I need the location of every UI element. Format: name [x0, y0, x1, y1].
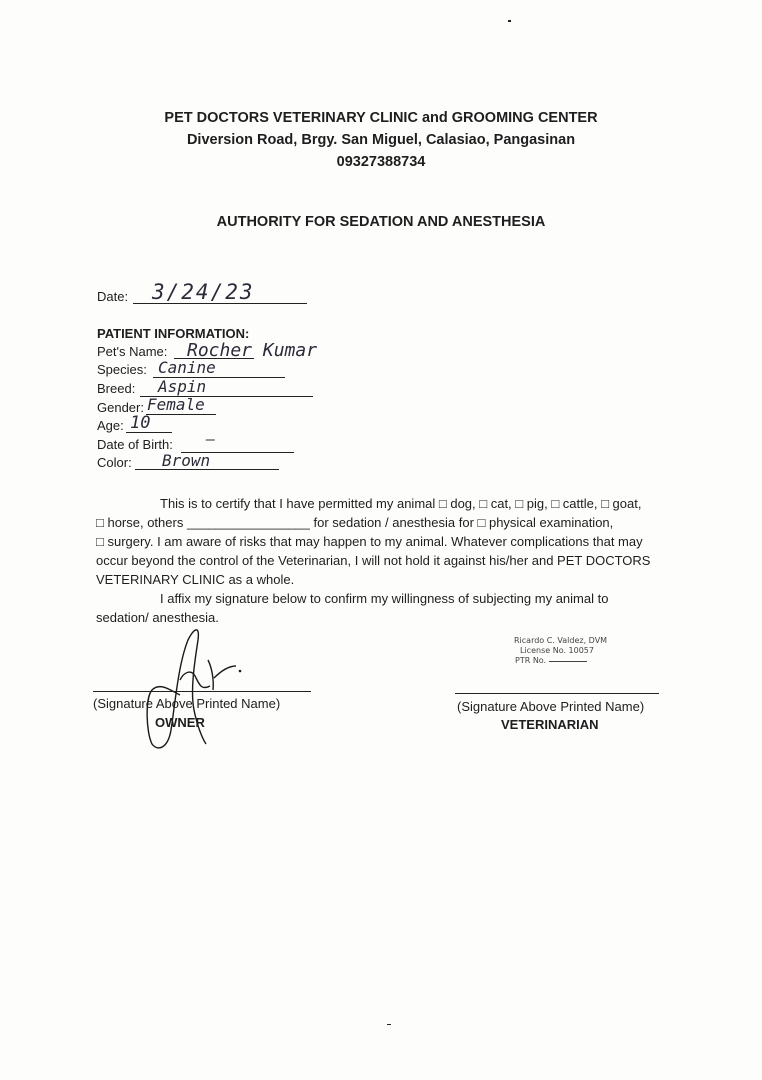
date-value: 3/24/23 [152, 280, 255, 304]
breed-label: Breed: [97, 381, 136, 396]
dob-value: — [206, 430, 216, 448]
owner-signature [140, 620, 250, 755]
color-value: Brown [162, 451, 211, 470]
species-label: Species: [97, 362, 147, 377]
gender-line [146, 414, 216, 415]
consent-line: □ surgery. I am aware of risks that may happen to my animal. Whatever complications that may [96, 534, 643, 549]
pet-name-value: Rocher Kumar [187, 340, 318, 361]
vet-signature-caption: (Signature Above Printed Name) [457, 699, 645, 714]
vet-role: VETERINARIAN [501, 717, 599, 732]
consent-line: occur beyond the control of the Veterinarian, I will not hold it against his/her and PET DOCTORS [96, 553, 651, 568]
consent-text [96, 494, 685, 627]
age-label: Age: [97, 418, 124, 433]
scan-speck [508, 20, 511, 22]
patient-info-heading: PATIENT INFORMATION: [97, 326, 250, 341]
vet-stamp-license: License No. 10057 [520, 646, 594, 655]
clinic-phone: 09327388734 [336, 154, 426, 170]
clinic-address: Diversion Road, Brgy. San Miguel, Calasiao, Pangasinan [186, 132, 576, 148]
affix-line: I affix my signature below to confirm my willingness of subjecting my animal to [160, 591, 609, 606]
consent-line: VETERINARY CLINIC as a whole. [96, 572, 295, 587]
color-label: Color: [97, 455, 132, 470]
owner-signature-caption: (Signature Above Printed Name) [93, 696, 281, 711]
owner-role: OWNER [155, 715, 205, 730]
clinic-name: PET DOCTORS VETERINARY CLINIC and GROOMING CENTER [164, 110, 598, 126]
owner-signature-line [93, 691, 311, 692]
age-value: 10 [130, 413, 151, 433]
vet-stamp-ptr: PTR No. [514, 656, 607, 666]
gender-label: Gender: [97, 400, 144, 415]
pet-name-label: Pet's Name: [97, 344, 168, 359]
vet-stamp-name: Ricardo C. Valdez, DVM [514, 636, 608, 645]
gender-value: Female [147, 395, 205, 414]
date-label: Date: [97, 289, 129, 304]
vet-signature-line [455, 693, 659, 694]
consent-line: This is to certify that I have permitted my animal □ dog, □ cat, □ pig, □ cattle, □ goat, [160, 496, 642, 511]
vet-stamp [514, 636, 607, 666]
scan-speck [387, 1024, 391, 1025]
species-value: Canine [158, 358, 216, 377]
dob-label: Date of Birth: [97, 437, 173, 452]
consent-line: □ horse, others _________________ for sedation / anesthesia for □ physical examination, [96, 515, 614, 530]
form-title: AUTHORITY FOR SEDATION AND ANESTHESIA [216, 214, 546, 230]
clinic-header [0, 107, 762, 173]
breed-value: Aspin [158, 377, 207, 396]
affix-line: sedation/ anesthesia. [96, 610, 219, 625]
